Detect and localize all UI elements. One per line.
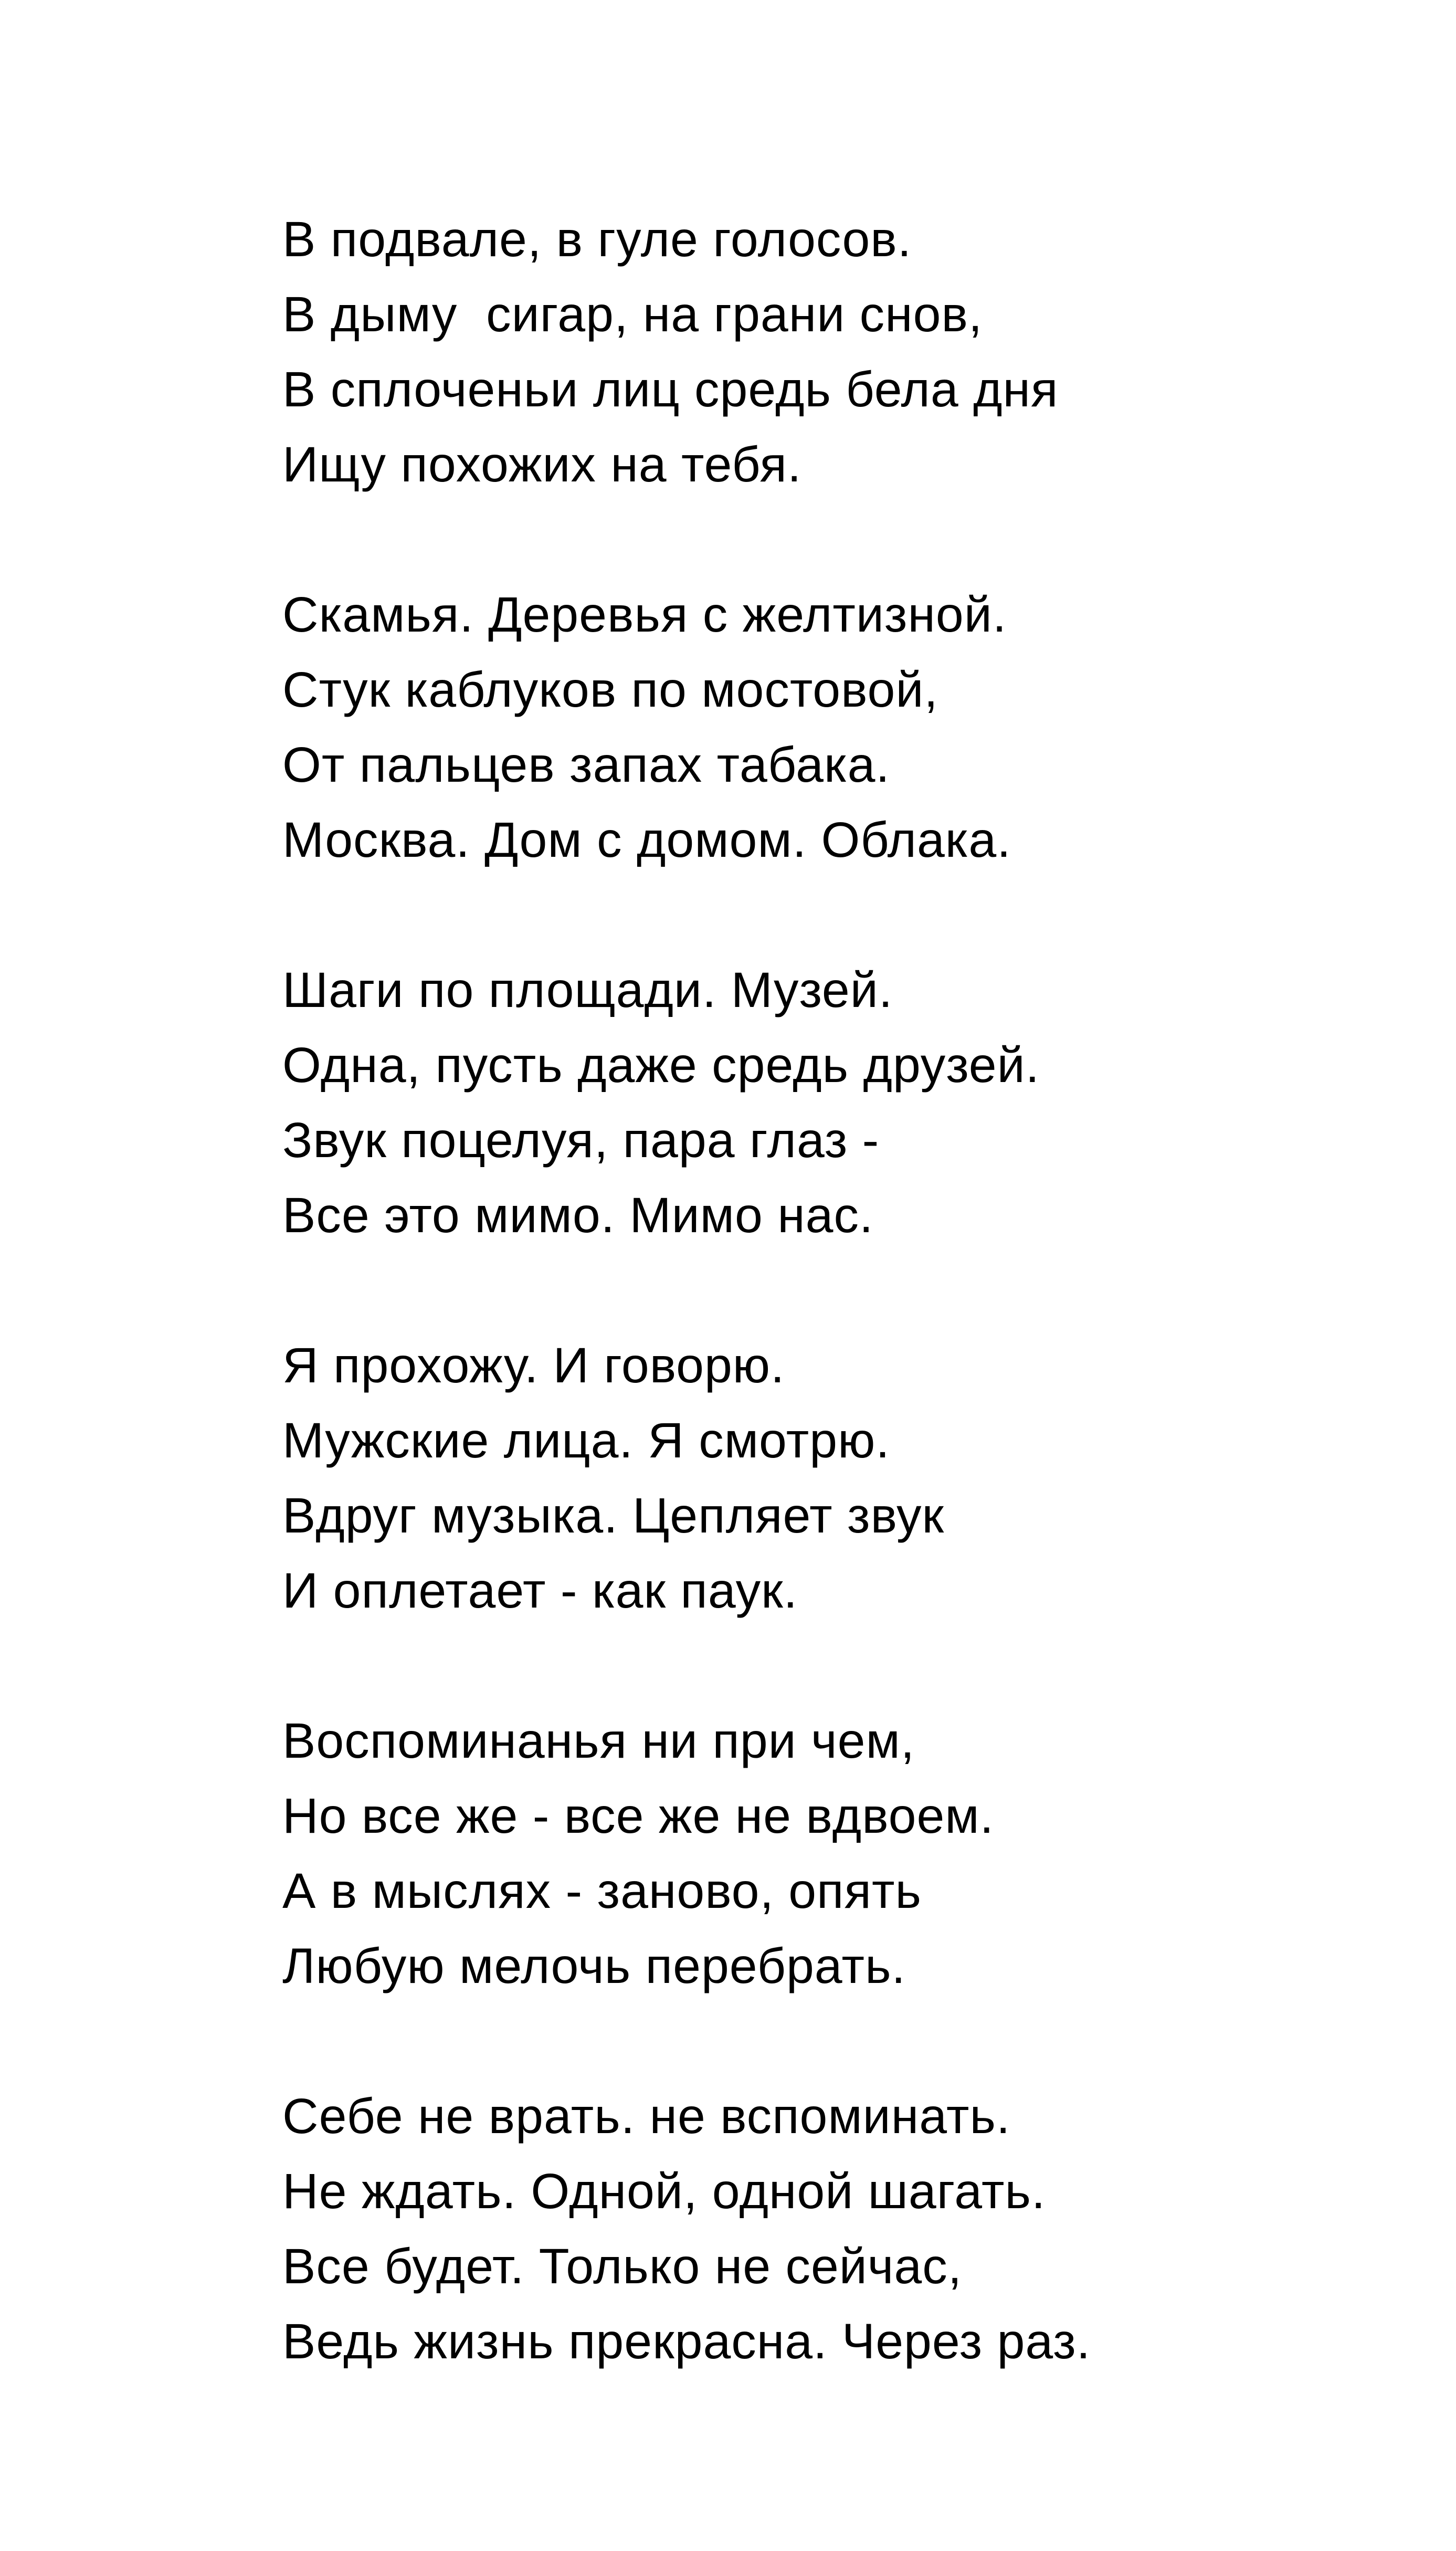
poem-line: Все будет. Только не сейчас, [282,2239,963,2294]
poem-line: В дыму сигар, на грани снов, [282,287,983,342]
poem-line: Ведь жизнь прекрасна. Через раз. [282,2314,1091,2369]
poem-line: Все это мимо. Мимо нас. [282,1188,874,1243]
poem-line: Одна, пусть даже средь друзей. [282,1037,1040,1093]
poem-line: Москва. Дом с домом. Облака. [282,812,1011,868]
stanza-6 [282,2079,1385,2379]
poem-line: Звук поцелуя, пара глаз - [282,1112,880,1168]
stanza-4 [282,1328,1385,1629]
poem-line: Себе не врать. не вспоминать. [282,2088,1011,2144]
stanza-2 [282,578,1385,878]
stanza-3 [282,953,1385,1253]
poem-line: В сплоченьи лиц средь бела дня [282,362,1059,417]
poem-line: Любую мелочь перебрать. [282,1938,906,1994]
poem-line: Стук каблуков по мостовой, [282,662,938,718]
poem-line: Шаги по площади. Музей. [282,962,893,1018]
poem-line: Мужские лица. Я смотрю. [282,1413,890,1468]
poem-line: А в мыслях - заново, опять [282,1863,922,1919]
poem-line: Ищу похожих на тебя. [282,437,802,492]
poem-line: Не ждать. Одной, одной шагать. [282,2164,1046,2219]
poem-line: В подвале, в гуле голосов. [282,212,912,267]
poem-line: Скамья. Деревья с желтизной. [282,587,1007,643]
stanza-5 [282,1704,1385,2004]
poem-line: Воспоминанья ни при чем, [282,1713,915,1769]
poem-text [282,202,1385,2379]
poem-line: Вдруг музыка. Цепляет звук [282,1488,945,1544]
stanza-1 [282,202,1385,502]
poem-line: От пальцев запах табака. [282,737,890,793]
poem-line: Но все же - все же не вдвоем. [282,1788,994,1844]
poem-line: Я прохожу. И говорю. [282,1338,785,1393]
poem-line: И оплетает - как паук. [282,1563,798,1619]
